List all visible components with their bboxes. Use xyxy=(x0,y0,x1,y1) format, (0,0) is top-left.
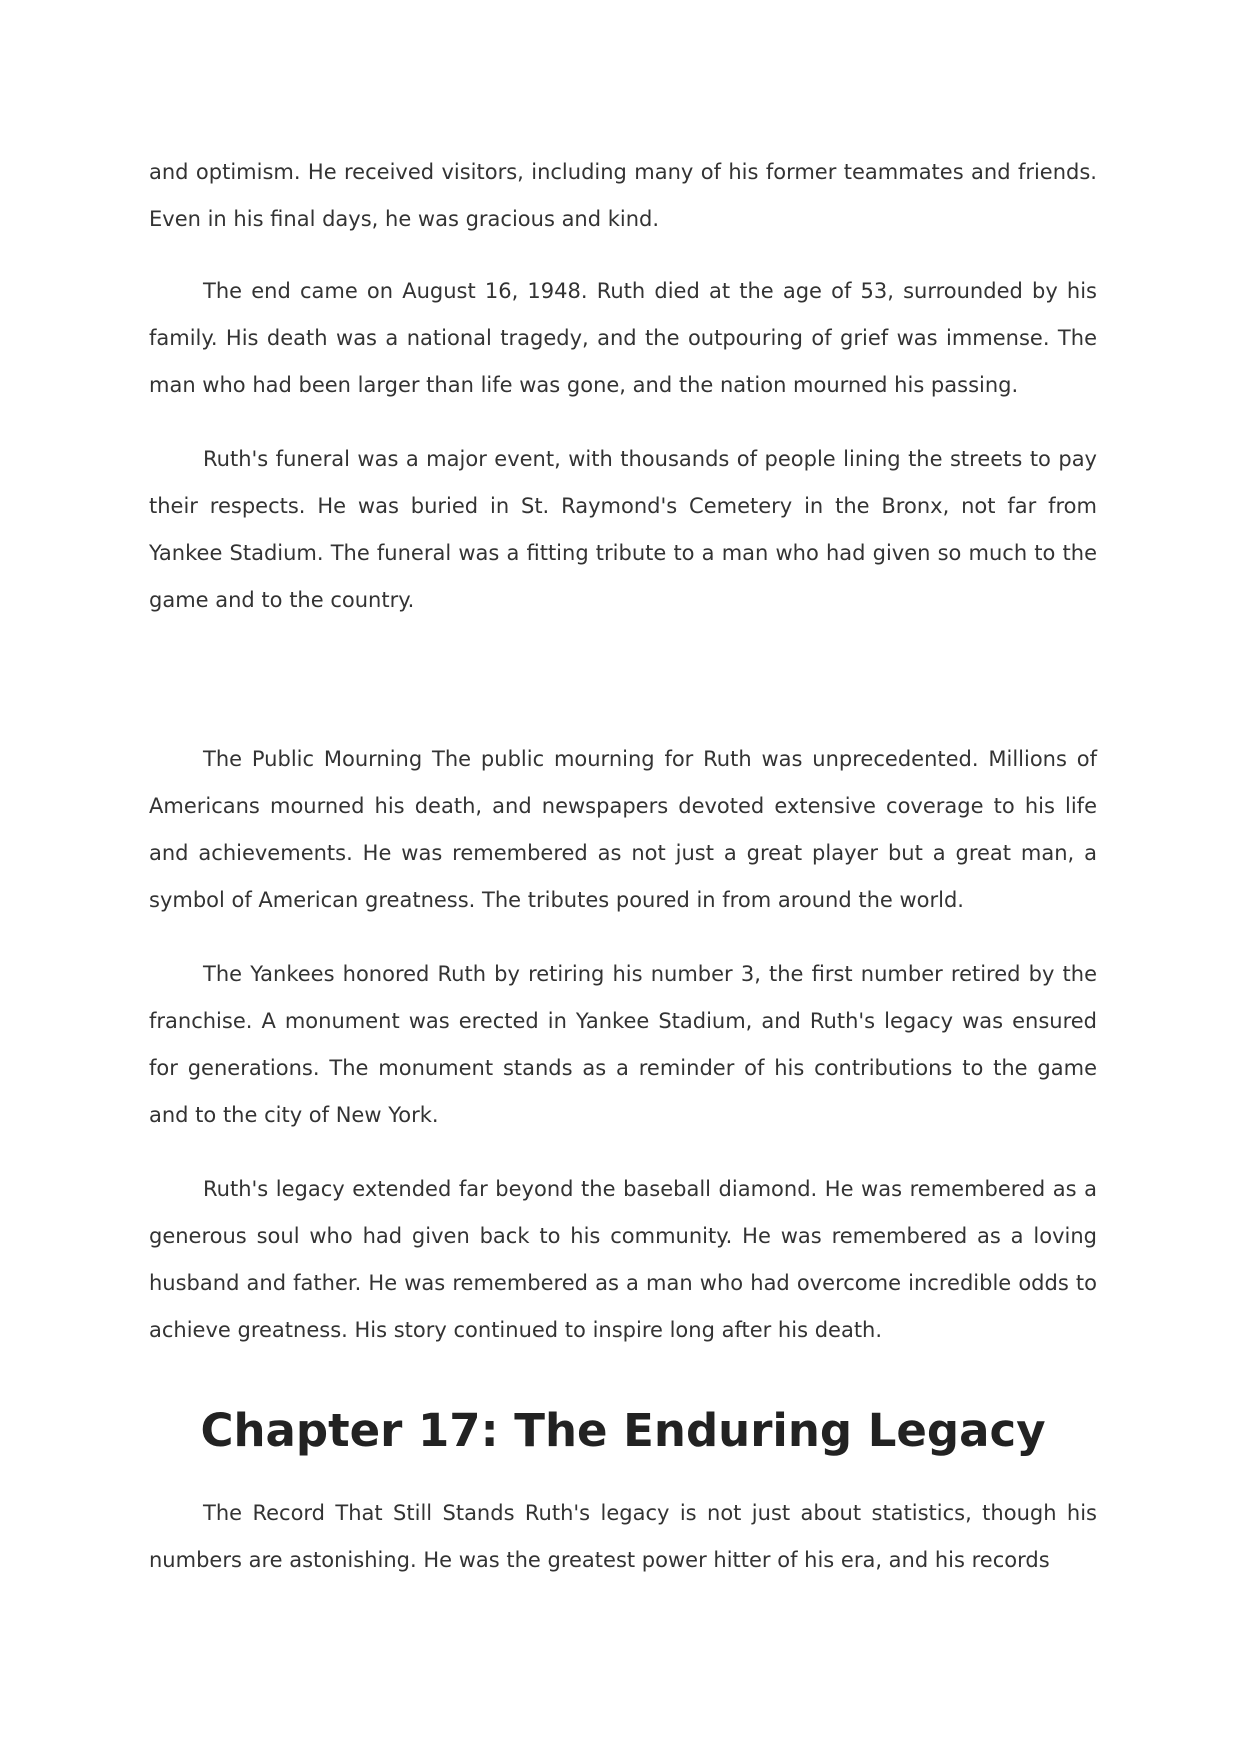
body-paragraph: Ruth's funeral was a major event, with thousands of people lining the streets to pay their respects. He was buried in St. Raymond's Cemetery in the Bronx, not far from Yankee Stadium. The funeral was a fitting tribute to a man who had given so much to the game and to the country. xyxy=(149,447,1097,612)
body-paragraph: The Public Mourning The public mourning for Ruth was unprecedented. Millions of Americans mourned his death, and newspapers devoted extensive coverage to his life and achievements. He was remembered as not just a great player but a great man, a symbol of American greatness. The tributes poured in from around the world. xyxy=(149,747,1097,912)
chapter-opening-paragraph: The Record That Still Stands Ruth's legacy is not just about statistics, though his numbers are astonishing. He was the greatest power hitter of his era, and his records xyxy=(149,1501,1097,1572)
body-paragraph: and optimism. He received visitors, including many of his former teammates and friends. Even in his final days, he was gracious and kind. xyxy=(149,160,1097,231)
body-paragraph: The Yankees honored Ruth by retiring his number 3, the first number retired by the franchise. A monument was erected in Yankee Stadium, and Ruth's legacy was ensured for generations. The monument stands as a reminder of his contributions to the game and to the city of New York. xyxy=(149,962,1097,1127)
body-paragraph: The end came on August 16, 1948. Ruth died at the age of 53, surrounded by his family. His death was a national tragedy, and the outpouring of grief was immense. The man who had been larger than life was gone, and the nation mourned his passing. xyxy=(149,279,1097,397)
body-paragraph: Ruth's legacy extended far beyond the baseball diamond. He was remembered as a generous soul who had given back to his community. He was remembered as a loving husband and father. He was remembered as a man who had overcome incredible odds to achieve greatness. His story continued to inspire long after his death. xyxy=(149,1177,1097,1342)
chapter-heading: Chapter 17: The Enduring Legacy xyxy=(200,1404,1046,1457)
